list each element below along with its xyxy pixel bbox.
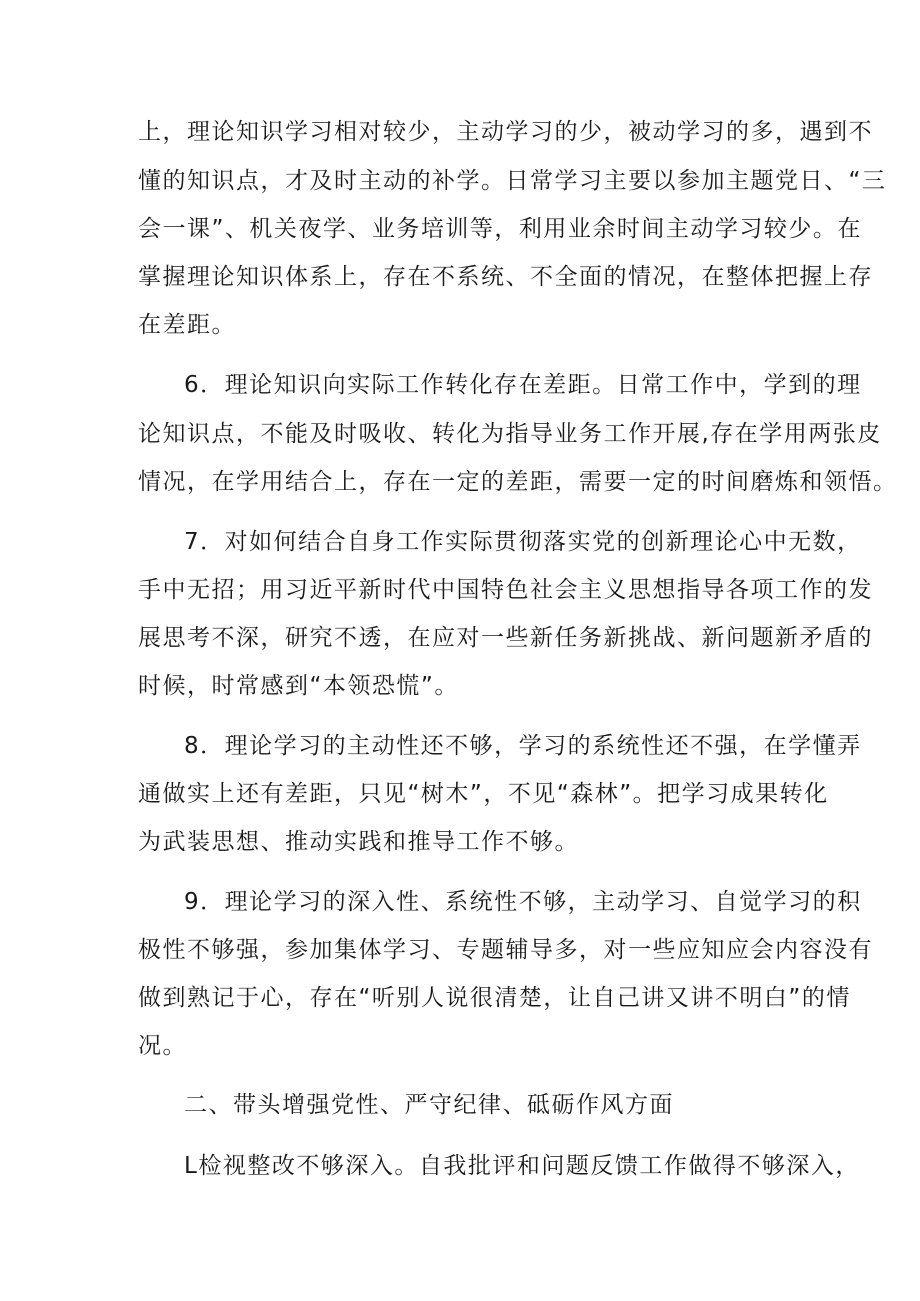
paragraph-1-line-3: 会一课”、机关夜学、业务培训等，利用业余时间主动学习较少。在 (138, 216, 862, 242)
paragraph-6-line-3: 情况，在学用结合上，存在一定的差距，需要一定的时间磨炼和领悟。 (138, 469, 898, 495)
paragraph-1-line-5: 在差距。 (138, 312, 236, 338)
paragraph-8-line-1: 8．理论学习的主动性还不够，学习的系统性还不强，在学懂弄 (184, 733, 862, 759)
paragraph-9-line-2: 极性不够强，参加集体学习、专题辅导多，对一些应知应会内容没有 (138, 937, 873, 963)
paragraph-9-line-1: 9．理论学习的深入性、系统性不够，主动学习、自觉学习的积 (184, 889, 862, 915)
paragraph-8-line-2: 通做实上还有差距，只见“树木”，不见“森林”。把学习成果转化 (138, 781, 829, 807)
paragraph-7-line-4: 时候，时常感到“本领恐慌”。 (138, 673, 459, 699)
paragraph-7-line-3: 展思考不深，研究不透，在应对一些新任务新挑战、新问题新矛盾的 (138, 625, 873, 651)
paragraph-9-line-4: 况。 (138, 1033, 187, 1059)
paragraph-8-line-3: 为武装思想、推动实践和推导工作不够。 (138, 829, 579, 855)
paragraph-6-line-1: 6．理论知识向实际工作转化存在差距。日常工作中，学到的理 (184, 372, 862, 398)
paragraph-7-line-2: 手中无招；用习近平新时代中国特色社会主义思想指导各项工作的发 (138, 577, 873, 603)
section-heading: 二、带头增强党性、严守纪律、砥砺作风方面 (184, 1092, 674, 1118)
item-1-line-1: L检视整改不够深入。自我批评和问题反馈工作做得不够深入， (184, 1153, 860, 1179)
paragraph-1-line-2: 懂的知识点，才及时主动的补学。日常学习主要以参加主题党日、“三 (138, 168, 887, 194)
paragraph-6-line-2: 论知识点，不能及时吸收、转化为指导业务工作开展,存在学用两张皮 (138, 421, 882, 447)
paragraph-7-line-1: 7．对如何结合自身工作实际贯彻落实党的创新理论心中无数， (184, 529, 862, 555)
paragraph-1-line-4: 掌握理论知识体系上，存在不系统、不全面的情况，在整体把握上存 (138, 264, 873, 290)
paragraph-1-line-1: 上，理论知识学习相对较少，主动学习的少，被动学习的多，遇到不 (138, 119, 873, 145)
paragraph-9-line-3: 做到熟记于心，存在“听别人说很清楚，让自己讲又讲不明白”的情 (138, 985, 851, 1011)
